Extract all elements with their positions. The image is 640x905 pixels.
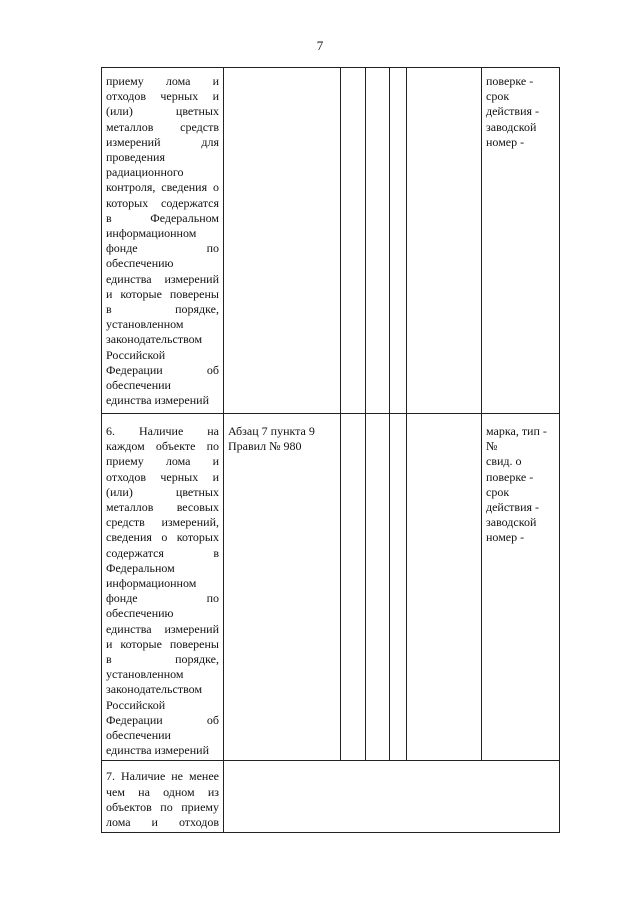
text-line: содержатся в	[106, 545, 219, 560]
text-line: свид. о	[486, 454, 522, 469]
text-line: в порядке,	[106, 302, 219, 317]
text-line: информационном	[106, 226, 197, 241]
text-line: заводской	[486, 515, 537, 530]
text-line: обеспечении	[106, 728, 171, 743]
text-line: контроля, сведения о	[106, 180, 219, 195]
text-line: Абзац 7 пункта 9	[228, 424, 315, 438]
text-line: 6. Наличие на	[106, 424, 219, 438]
text-line: фонде по	[106, 591, 219, 606]
reference-cell	[224, 68, 341, 414]
text-line: приему лома и	[106, 454, 219, 469]
text-line: единства измерений	[106, 621, 219, 636]
text-line: Федеральном	[106, 560, 175, 575]
text-line: каждом объекте по	[106, 439, 219, 454]
table-row	[102, 68, 560, 414]
requirement-cell	[102, 761, 224, 833]
text-line: проведения	[106, 150, 165, 165]
text-line: номер -	[486, 530, 525, 545]
text-line: Федерации об	[106, 712, 219, 727]
text-line: единства измерений	[106, 743, 210, 758]
text-line: обеспечению	[106, 256, 174, 271]
text-line: радиационного	[106, 165, 184, 180]
table-row	[102, 414, 560, 761]
text-line: единства измерений	[106, 271, 219, 286]
text-line: законодательством	[106, 682, 203, 697]
empty-cell	[341, 414, 366, 761]
text-line: марка, тип - №	[486, 424, 547, 454]
text-line: 7. Наличие не менее	[106, 769, 219, 784]
text-line: заводской	[486, 119, 537, 134]
text-line: действия -	[486, 104, 540, 119]
text-line: сведения о которых	[106, 530, 219, 545]
text-line: установленном	[106, 317, 184, 332]
requirement-cell	[102, 68, 224, 414]
merged-empty-cell	[224, 761, 560, 833]
text-line: средств измерений,	[106, 515, 219, 530]
text-line: поверке - срок	[486, 74, 534, 104]
text-line: и которые поверены	[106, 286, 219, 301]
reference-cell	[224, 414, 341, 761]
empty-cell	[407, 68, 482, 414]
text-line: установленном	[106, 667, 184, 682]
text-line: которых содержатся	[106, 195, 219, 210]
text-line: номер -	[486, 134, 525, 149]
text-line: отходов черных и	[106, 469, 219, 484]
text-line: единства измерений	[106, 393, 210, 408]
requirements-table	[101, 67, 560, 833]
text-line: чем на одном из	[106, 784, 219, 799]
text-line: Российской	[106, 347, 166, 362]
text-line: лома и отходов	[106, 815, 219, 830]
empty-cell	[390, 68, 407, 414]
instrument-details-cell	[482, 414, 560, 761]
text-line: Федерации об	[106, 362, 219, 377]
text-line: приему лома и	[106, 74, 219, 88]
page-number: 7	[316, 38, 324, 53]
empty-cell	[390, 414, 407, 761]
text-line: действия -	[486, 500, 540, 515]
text-line: объектов по приему	[106, 799, 219, 814]
table-row	[102, 761, 560, 833]
requirement-cell	[102, 414, 224, 761]
text-line: в порядке,	[106, 652, 219, 667]
text-line: в Федеральном	[106, 210, 219, 225]
text-line: металлов средств	[106, 119, 219, 134]
text-line: металлов весовых	[106, 500, 219, 515]
text-line: фонде по	[106, 241, 219, 256]
text-line: (или) цветных	[106, 484, 219, 499]
text-line: (или) цветных	[106, 104, 219, 119]
text-line: измерений для	[106, 134, 219, 149]
text-line: законодательством	[106, 332, 203, 347]
text-line: и которые поверены	[106, 636, 219, 651]
text-line: обеспечении	[106, 378, 171, 393]
empty-cell	[407, 414, 482, 761]
text-line: поверке - срок	[486, 469, 534, 499]
text-line: информационном	[106, 576, 197, 591]
instrument-details-cell	[482, 68, 560, 414]
text-line: Российской	[106, 697, 166, 712]
empty-cell	[341, 68, 366, 414]
text-line: обеспечению	[106, 606, 174, 621]
empty-cell	[366, 68, 390, 414]
text-line: отходов черных и	[106, 89, 219, 104]
text-line: Правил № 980	[228, 439, 302, 454]
empty-cell	[366, 414, 390, 761]
